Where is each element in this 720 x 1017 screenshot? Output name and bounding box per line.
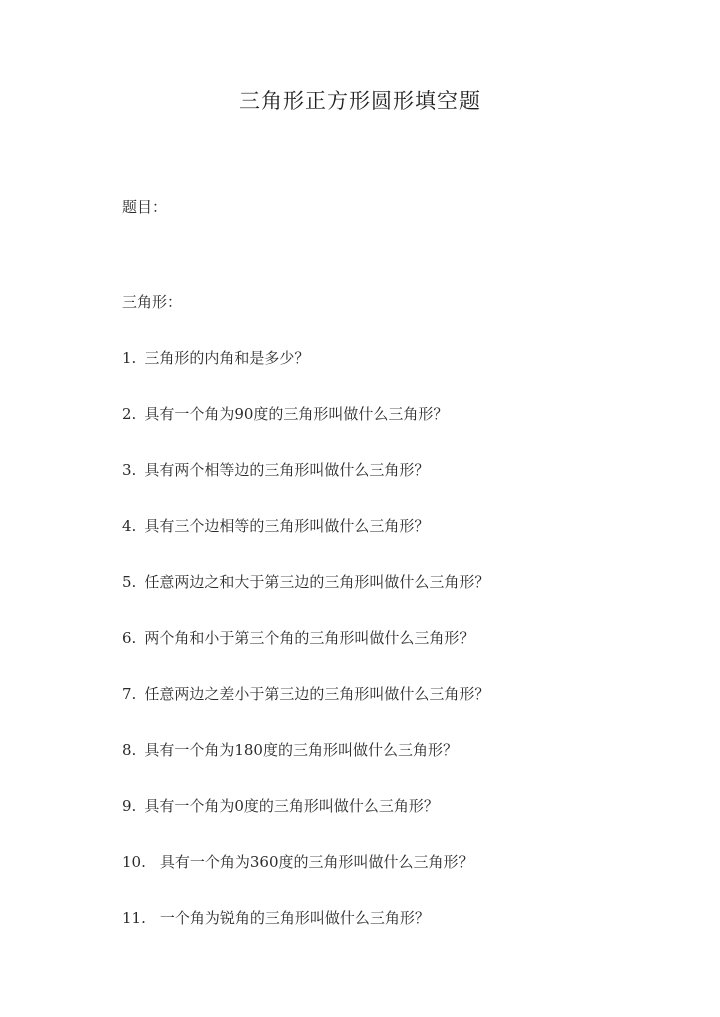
question-text: 具有一个角为90度的三角形叫做什么三角形？ (144, 405, 449, 423)
question-text: 具有两个相等边的三角形叫做什么三角形？ (144, 461, 430, 479)
question-list (122, 347, 489, 963)
question-number: 6. (122, 629, 137, 647)
question-text: 任意两边之差小于第三边的三角形叫做什么三角形？ (144, 685, 490, 703)
question-number: 1. (122, 349, 137, 367)
question-item (122, 627, 489, 683)
question-item (122, 683, 489, 739)
question-text: 三角形的内角和是多少？ (144, 349, 310, 367)
question-number: 4. (122, 517, 137, 535)
question-item (122, 515, 489, 571)
question-text: 两个角和小于第三个角的三角形叫做什么三角形？ (144, 629, 475, 647)
question-item (122, 571, 489, 627)
question-text: 任意两边之和大于第三边的三角形叫做什么三角形？ (144, 573, 490, 591)
question-number: 5. (122, 573, 137, 591)
question-text: 具有三个边相等的三角形叫做什么三角形？ (144, 517, 430, 535)
question-text: 具有一个角为360度的三角形叫做什么三角形？ (159, 853, 474, 871)
topic-label: 题目： (122, 198, 168, 216)
section-label-triangle: 三角形： (122, 293, 183, 311)
question-number: 3. (122, 461, 137, 479)
question-number: 2. (122, 405, 137, 423)
question-item (122, 907, 489, 963)
question-item (122, 795, 489, 851)
question-item (122, 739, 489, 795)
question-text: 具有一个角为0度的三角形叫做什么三角形？ (144, 797, 439, 815)
question-number: 10. (122, 853, 146, 871)
question-item (122, 347, 489, 403)
document-title: 三角形正方形圆形填空题 (239, 89, 481, 113)
question-item (122, 403, 489, 459)
question-number: 8. (122, 741, 137, 759)
question-number: 7. (122, 685, 137, 703)
question-text: 具有一个角为180度的三角形叫做什么三角形？ (144, 741, 458, 759)
question-text: 一个角为锐角的三角形叫做什么三角形？ (159, 909, 430, 927)
question-item (122, 459, 489, 515)
question-number: 9. (122, 797, 137, 815)
question-number: 11. (122, 909, 146, 927)
question-item (122, 851, 489, 907)
